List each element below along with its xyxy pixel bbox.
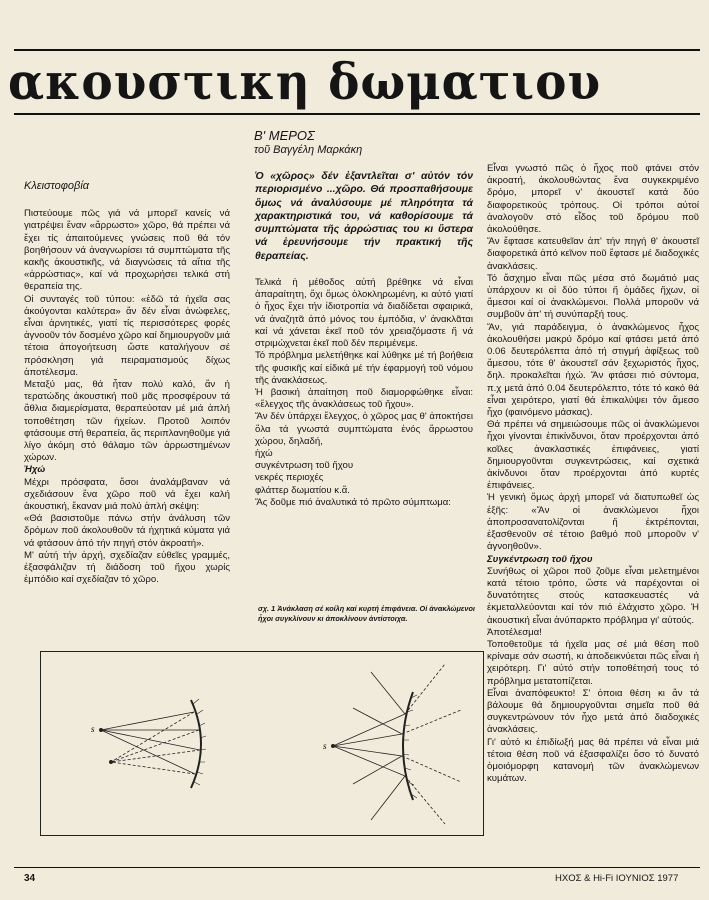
source-label-left: s (91, 724, 95, 734)
paragraph: Γι' αὐτό κι ἐπιδίωξή μας θά πρέπει νά εἶναι μιά τέτοια θέση ποῦ νά ἐξασφαλίζει ὅσο τό δυνατό ὁμοιόμορφη κατανομή τῶν ἀνακλώμενων κυμάτων. (487, 736, 699, 785)
paragraph: Τοποθετοῦμε τά ἠχεῖα μας σέ μιά θέση ποῦ κρίναμε σάν σωστή, κι ἀποδεικνύεται πῶς εἶναι ἡ χειρότερη. Γι' αὐτό στήν τοποθέτησή τους τό πρόβλημα μετατοπίζεται. (487, 638, 699, 687)
paragraph: Τό ἄσχημο εἶναι πῶς μέσα στό δωμάτιό μας ὑπάρχουν κι οἱ δύο τύποι ἤ ὁμάδες ἤχων, οἱ ἄμεσοι καί οἱ ἀνακλώμενοι. Πολλά μποροῦν νά συμβοῦν ἀπ' τή συνύπαρξή τους. (487, 272, 699, 321)
paragraph: Τό πρόβλημα μελετήθηκε καί λύθηκε μέ τή βοήθεια τῆς φυσικῆς καί εἰδικά μέ τήν ἐφαρμογή τοῦ νόμου τῆς ἀνακλάσεως. (255, 350, 473, 386)
figure-reflection-diagram (40, 651, 484, 836)
column-3 (487, 163, 699, 785)
subheading: Ἠχώ (24, 464, 46, 476)
paragraph: Ἡ γενική ὅμως ἀρχή μπορεῖ νά διατυπωθεῖ ὡς ἑξῆς: «Ἄν οἱ ἀνακλώμενοι ἦχοι ἀποπροσανατολίζονται ἤ ἐκτρέπονται, ἐξασθενοῦν σέ τέτοιο βαθμό ποῦ μποροῦν ν' ἀγνοηθοῦν». (487, 492, 699, 553)
article-title: ακουστικη δωματιου (8, 53, 602, 112)
column-2 (255, 170, 473, 509)
paragraph: Ἄν ἔφτασε κατευθεῖαν ἀπ' τήν πηγή θ' ἀκουστεῖ διαφορετικά ἀπό κεῖνον ποῦ ἔφτασε μέ διαδοχικές ἀνακλάσεις. (487, 236, 699, 272)
paragraph: Πιστεύουμε πῶς γιά νά μπορεῖ κανείς νά γιατρέψει ἕναν «ἄρρωστο» χῶρο, θά πρέπει νά ἔχει τίς ἀπαιτούμενες γνώσεις ποῦ θά τόν βοηθήσουν νά ἀναγνωρίσει τά συμπτώματα τῆς κακῆς ἀκουστικῆς, νά διαγνώσεις τά αἴτια τῆς «ἀρρώστιας», καί νά προχωρήσει τελικά στή θεραπεία της. (24, 208, 230, 293)
paragraph: Ἡ βασική ἀπαίτηση ποῦ διαμορφώθηκε εἶναι: «ἔλεγχος τῆς ἀνακλάσεως τοῦ ἤχου». (255, 386, 473, 411)
paragraph: Ἄν, γιά παράδειγμα, ὁ ἀνακλώμενος ἦχος ἀκολουθήσει μακρύ δρόμο καί φτάσει μετά ἀπό 0.06 δευτερόλεπτα ἀπό τή στιγμή ἀφίξεως τοῦ ἄμεσου, τότε θ' ἀκουστεῖ σάν ξεχωριστός ἦχος, δηλ. προκαλεῖται ἠχώ. Ἄν φτάσει πιό σύντομα, π.χ μετά ἀπό 0.04 δευτερόλεπτο, τότε τό κακό θά εἶναι χειρότερο, γιατί θά ἐπικαλύψει τόν ἄμεσο ἦχο (φαινόμενο μάσκας). (487, 321, 699, 419)
paragraph: Ἀποτέλεσμα! (487, 626, 542, 638)
figure-caption: σχ. 1 Ἀνάκλαση σέ κοίλη καί κυρτή ἐπιφάνεια. Οἱ ἀνακλώμενοι ἦχοι συγκλίνουν κι ἀποκλίνουν ἀντίστοιχα. (258, 604, 475, 623)
list-item: συγκέντρωση τοῦ ἤχου (255, 460, 354, 472)
source-label-right: s (323, 741, 327, 751)
title-underline (14, 113, 700, 115)
section-heading: Κλειστοφοβία (24, 180, 90, 192)
reflection-diagram-svg (41, 652, 483, 835)
paragraph: Συνήθως οἱ χῶροι ποῦ ζοῦμε εἶναι μελετημένοι κατά τέτοιο τρόπο, ὥστε νά παρέχονται οἱ δυνατότητες στούς κατασκευαστές νά ἐκμεταλλεύονται καί τόν πιό ἐλάχιστο χῶρο. Ἡ ἀκουστική εἶναι ἀνύπαρκτο πρόβλημα γι' αὐτούς. (487, 565, 699, 626)
column-1 (24, 180, 230, 587)
page-number: 34 (24, 873, 36, 884)
lead-paragraph: Ὁ «χῶρος» δέν ἐξαντλεῖται σ' αὐτόν τόν περιορισμένο ...χῶρο. Θά προσπαθήσουμε ὅμως νά ἀναλύσουμε μέ πληρότητα τά χαρακτηριστικά του, νά καθορίσουμε τά συμπτώματα τῆς ἀρρώστιας του κι ὕστερα νά ἐρευνήσουμε τήν πρακτική τῆς θεραπείας. (255, 171, 473, 262)
list-item: ἠχώ (255, 447, 273, 459)
magazine-footer: ΗΧΟΣ & Hi-Fi ΙΟΥΝΙΟΣ 1977 (555, 873, 679, 884)
paragraph: Μεταξύ μας, θά ἦταν πολύ καλό, ἄν ἡ τερατώδης ἀκουστική ποῦ μᾶς προσφέρουν τά ἄθλια διαμερίσματα, θεραπεύοταν μέ μιά ἁπλή τοποθέτηση τῶν ἠχείων. Προτοῦ λοιπόν φτάσουμε στή θεραπεία, ἄς περιπλανηθοῦμε γιά λίγο ἀκόμη στό θάλαμο τῶν ἀρρωστημένων χώρων. (24, 379, 230, 464)
paragraph: Ἄν δέν ὑπάρχει ἔλεγχος, ὁ χῶρος μας θ' ἀποκτήσει ὅλα τά γνωστά συμπτώματα ἑνός ἄρρωστου χώρου, δηλαδή, (255, 411, 473, 447)
list-item: φλάττερ δωματίου κ.ἄ. (255, 484, 350, 496)
paragraph: Τελικά ἡ μέθοδος αὐτή βρέθηκε νά εἶναι ἀπαραίτητη, ὄχι ὅμως ὁλοκληρωμένη, κι αὐτό γιατί ὁ ἦχος ἔχει τήν ἰδιοτροπία νά διαδίδεται σφαιρικά, νά ἀναζητᾶ ἀπό μόνος του ἐμπόδια, ν' ἀνακλᾶται καί νά χάνεται ἐκεῖ ποῦ τόν χρειαζόμαστε ἤ νά στριμώχνεται ἐκεῖ ποῦ δέν περιμένεμε. (255, 277, 473, 350)
quote: «Θά βασιστοῦμε πάνω στήν ἀνάλυση τῶν δρόμων ποῦ ἀκολουθοῦν τά ἠχητικά κύματα γιά νά φτάσουν ἀπό τήν πηγή στόν ἀκροατή». (24, 513, 230, 549)
list-item: νεκρές περιοχές (255, 472, 324, 484)
byline-author: τοῦ Βαγγέλη Μαρκάκη (254, 144, 363, 156)
paragraph: Μέχρι πρόσφατα, ὅσοι ἀναλάμβαναν νά σχεδιάσουν ἕνα χῶρο ποῦ νά ἔχει καλή ἀκουστική, ἔκαναν μιά πολύ ἁπλή σκέψη: (24, 476, 230, 513)
subheading: Συγκέντρωση τοῦ ἤχου (487, 553, 593, 565)
paragraph: Εἶναι ἀναπόφευκτο! Σ' ὁποια θέση κι ἄν τά βάλουμε θά δημιουργοῦνται σημεῖα ποῦ θά συγκεντρώνουν τόν ἦχο μετά ἀπό διαδοχικές ἀνακλάσεις. (487, 687, 699, 736)
byline-part: Β' ΜΕΡΟΣ (254, 128, 315, 143)
paragraph: Οἱ συνταγές τοῦ τύπου: «ἐδῶ τά ἠχεῖα σας ἀκούγονται καλύτερα» ἄν δέν εἶναι ἀνώφελες, εἶναι ἀρνητικές, γιατί τίς περισσότερες φορές ἀγνοοῦν τόν δοσμένο χῶρο καί δημιουργοῦν μιά τέτοια ἀπογοήτευση ὥστε καταλήγουν σέ πρόσκληση γιά πειραματισμούς δίχως ἀποτέλεσμα. (24, 293, 230, 378)
paragraph: Μ' αὐτή τήν ἀρχή, σχεδίαζαν εὐθεῖες γραμμές, ἐξασφάλιζαν τή διάδοση τοῦ ἤχου χωρίς ἐμπόδιο καί σχεδίαζαν τό χῶρο. (24, 549, 230, 586)
paragraph: Εἶναι γνωστό πῶς ὁ ἦχος ποῦ φτάνει στόν ἀκροατή, ἀκολουθώντας ἕνα συγκεκριμένο δρόμο, μπορεῖ ν' ἀκουστεῖ κατά δύο διαφορετικούς τρόπους. Οἱ τρόποι αὐτοί ἀναλογοῦν στό εἶδος τοῦ δρόμου ποῦ ἀκολούθησε. (487, 163, 699, 236)
paragraph: Ἄς δοῦμε πιό ἀναλυτικά τό πρῶτο σύμπτωμα: (255, 496, 451, 508)
top-rule (14, 49, 700, 51)
paragraph: Θά πρέπει νά σημειώσουμε πῶς οἱ ἀνακλώμενοι ἦχοι γίνονται ἐπικίνδυνοι, ὅταν προέρχονται ἀπό κοῖλες ἀνακλαστικές ἐπιφάνειες, γιατί δημιουργοῦνται συγκεντρώσεις, καί σχετικά ἀκίνδυνοι ὅταν προέρχονται ἀπό κυρτές ἐπιφάνειες. (487, 419, 699, 492)
footer-rule (14, 867, 700, 868)
